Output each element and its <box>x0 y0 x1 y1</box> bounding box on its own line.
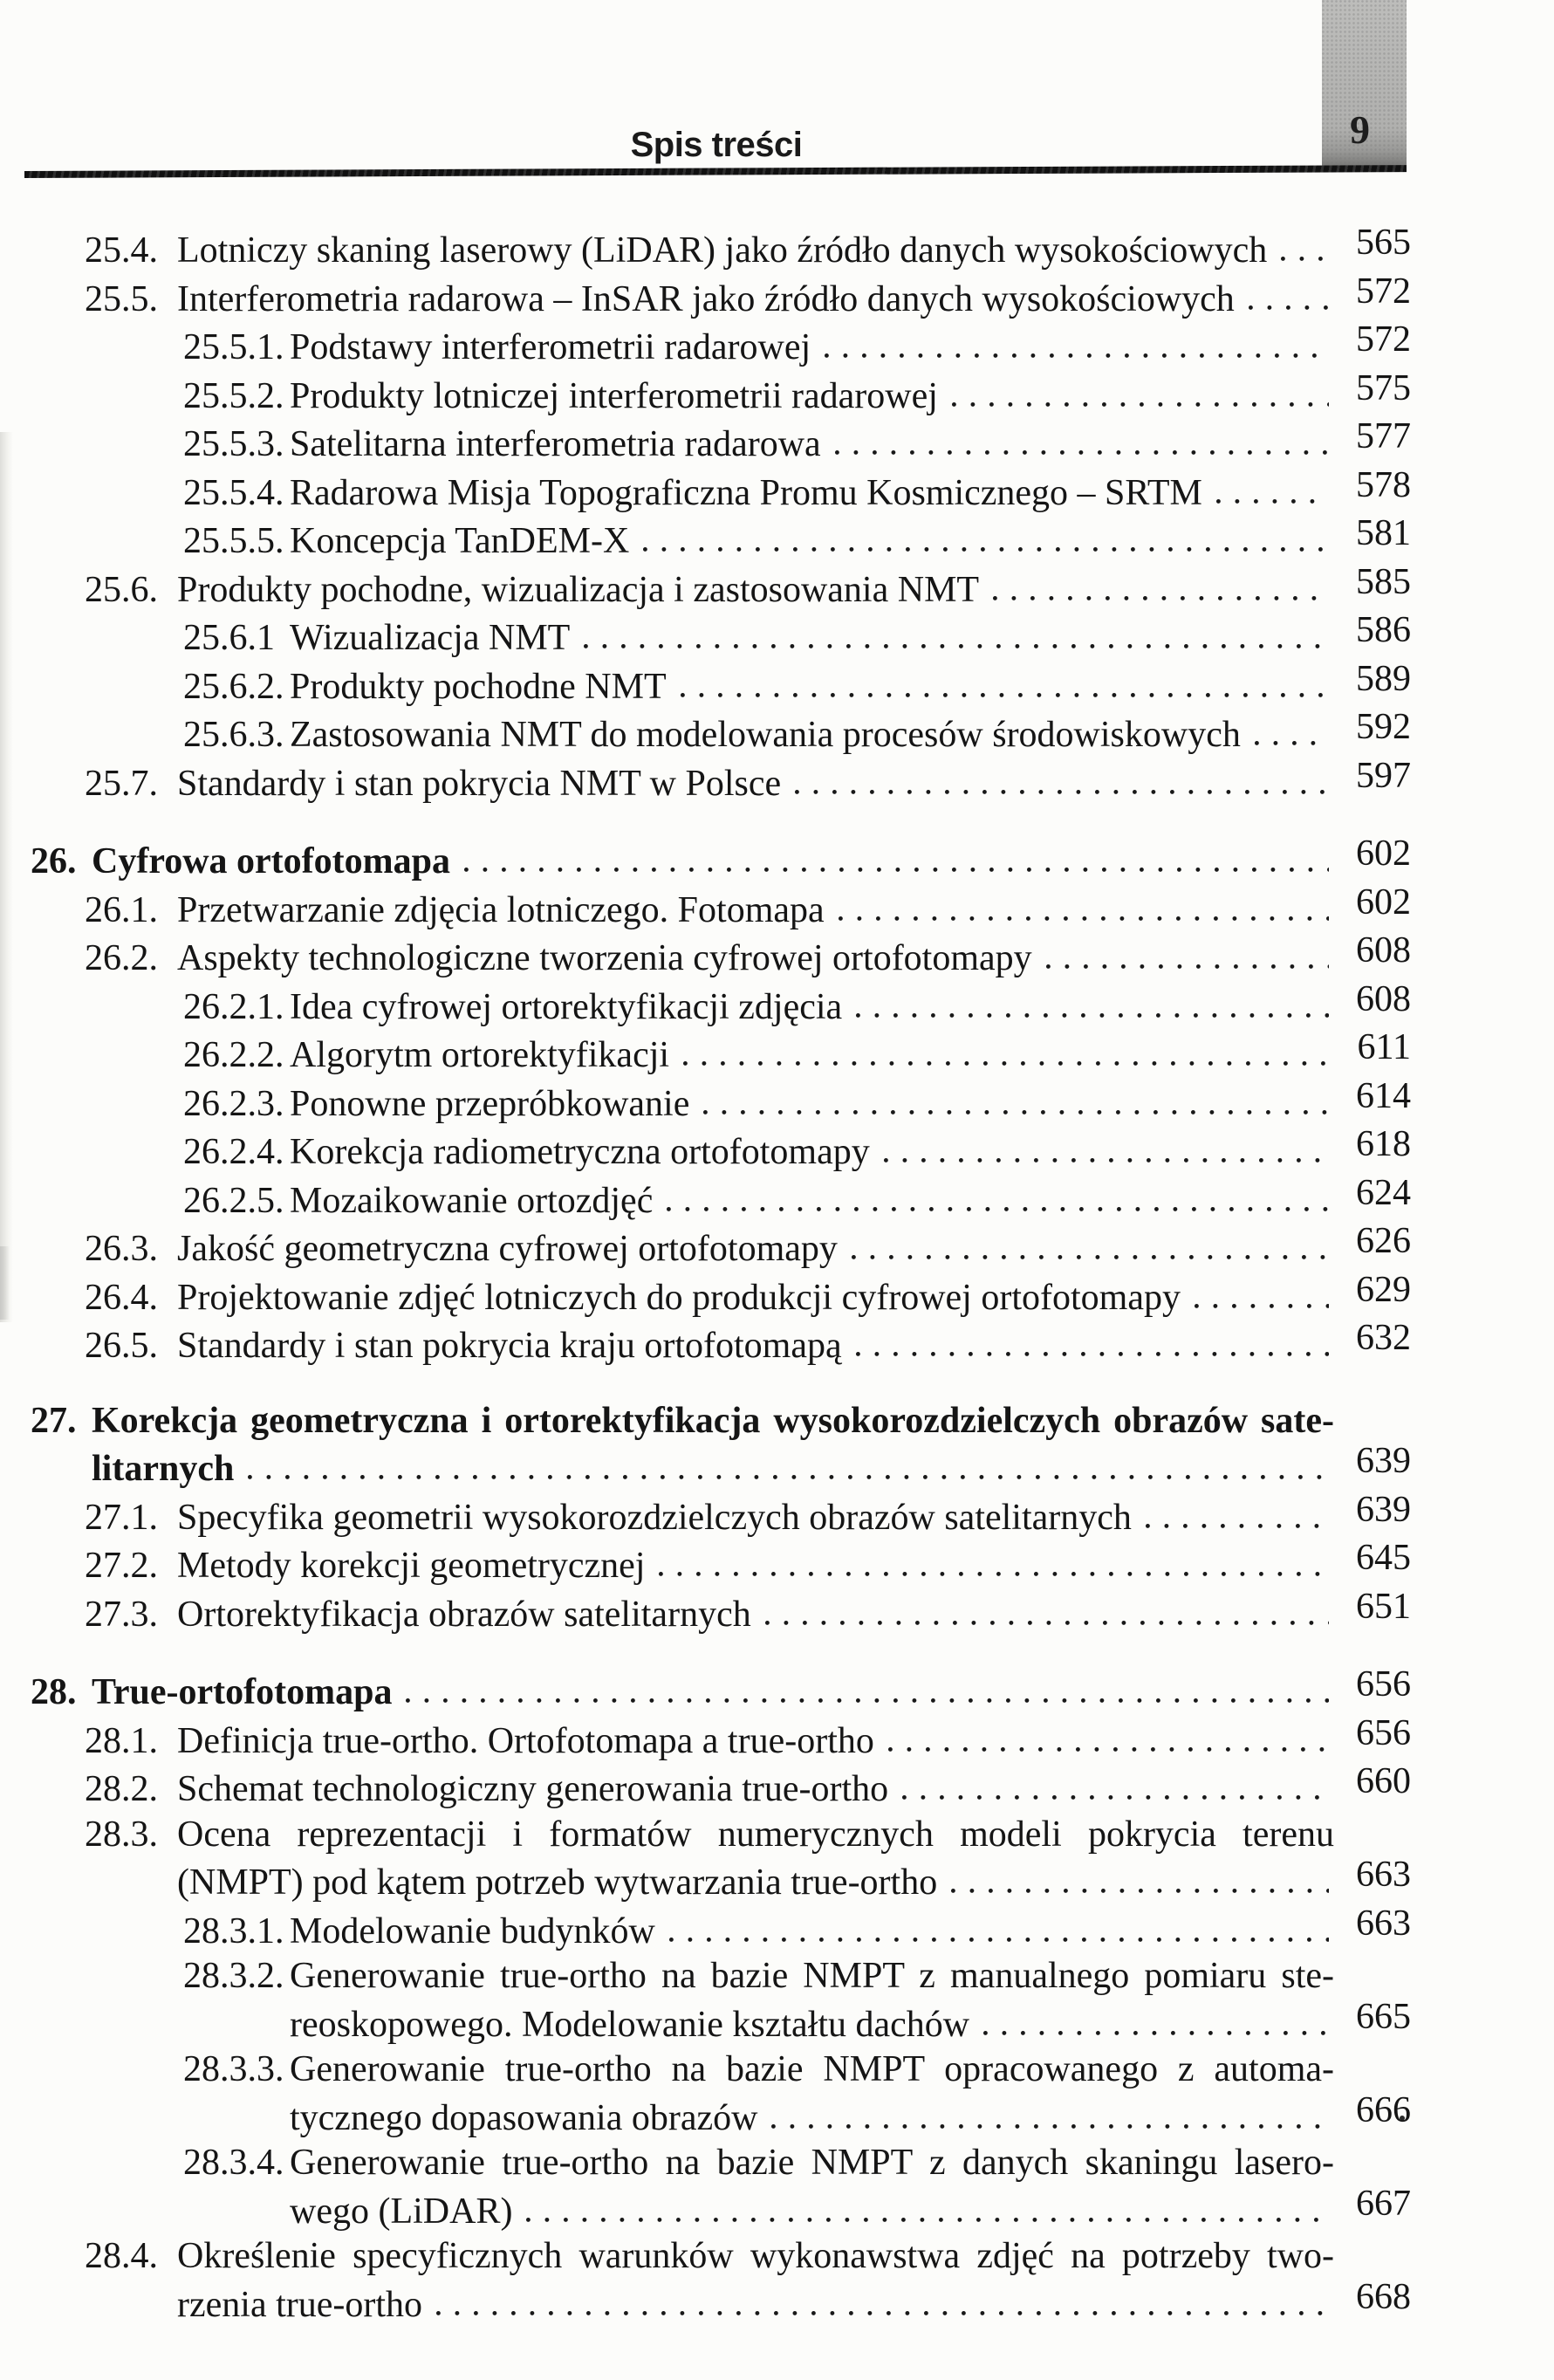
toc-row <box>0 513 1554 565</box>
toc-entry-title: Generowanie true-ortho na bazie NMPT z danych skaningu lasero- <box>290 2143 1334 2183</box>
dot-leader <box>655 1540 1329 1577</box>
toc-row <box>0 1124 1554 1176</box>
toc-row <box>0 1075 1554 1128</box>
dot-leader <box>1043 933 1329 970</box>
dot-leader <box>989 565 1329 601</box>
toc-entry-title: Idea cyfrowej ortorektyfikacji zdjęcia <box>290 986 843 1027</box>
dot-leader <box>791 758 1329 795</box>
toc-row-line1 <box>183 319 1411 371</box>
page-header-title: Spis treści <box>630 126 803 164</box>
toc-entry-title: Standardy i stan pokrycia NMT w Polsce <box>177 763 782 804</box>
toc-entry-page-number: 572 <box>1356 319 1411 360</box>
toc-entry-page-number: 581 <box>1356 513 1411 553</box>
toc-entry-page-number: 626 <box>1356 1221 1411 1261</box>
toc-row <box>0 225 1554 274</box>
toc-row-line1 <box>183 2047 1411 2093</box>
dot-leader <box>880 1127 1329 1163</box>
dot-leader <box>852 1320 1329 1357</box>
toc-row <box>0 755 1554 807</box>
toc-entry-title: Wizualizacja NMT <box>290 618 571 658</box>
dot-leader <box>433 2280 1329 2316</box>
toc-entry-number: 26.4. <box>85 1277 158 1318</box>
toc-entry-title: Korekcja geometryczna i ortorektyfikacja wysokorozdzielczych obrazów sate- <box>92 1400 1334 1441</box>
toc-row <box>0 464 1554 517</box>
toc-entry-title: Definicja true-ortho. Ortofotomapa a true-ortho <box>177 1720 874 1761</box>
toc-row-line1 <box>183 1172 1411 1224</box>
toc-row-line1 <box>85 881 1411 934</box>
dot-leader <box>980 1999 1329 2036</box>
toc-row-line1 <box>183 1027 1411 1079</box>
dot-leader <box>852 982 1329 1019</box>
toc-entry-number: 27.2. <box>85 1546 158 1586</box>
toc-entry-page-number: 577 <box>1356 416 1411 456</box>
toc-row-line1 <box>85 1586 1411 1638</box>
toc-row <box>0 1813 1554 1906</box>
toc-row-line1 <box>183 1903 1411 1955</box>
toc-entry-number: 25.6.2. <box>183 666 284 707</box>
toc-row <box>0 707 1554 758</box>
toc-entry-page-number: 585 <box>1356 561 1411 602</box>
dot-leader <box>680 1030 1329 1067</box>
dot-leader <box>832 419 1329 456</box>
toc-entry-number: 25.5.2. <box>183 375 284 416</box>
toc-entry-number: 25.4. <box>85 230 158 271</box>
toc-entry-number: 26.2.2. <box>183 1035 284 1075</box>
toc-entry-title-continuation: wego (LiDAR) <box>290 2191 513 2232</box>
toc-entry-title: Zastosowania NMT do modelowania procesów środowiskowych <box>290 715 1241 755</box>
toc-row-line1 <box>183 2141 1411 2186</box>
toc-entry-page-number: 578 <box>1356 464 1411 505</box>
toc-row <box>0 1320 1554 1369</box>
toc-row-line1 <box>85 561 1411 614</box>
toc-entry-page-number: 618 <box>1356 1124 1411 1164</box>
toc-row-line1 <box>85 1813 1411 1858</box>
toc-entry-page-number: 589 <box>1356 658 1411 699</box>
toc-entry-title: Ocena reprezentacji i formatów numerycznych modeli pokrycia terenu <box>177 1814 1334 1855</box>
header-rule <box>24 165 1407 178</box>
toc-entry-title: Produkty pochodne, wizualizacja i zastosowania NMT <box>177 569 980 610</box>
toc-entry-page-number: 656 <box>1356 1712 1411 1753</box>
toc-entry-page-number: 629 <box>1356 1269 1411 1310</box>
toc-row-line1 <box>85 225 1411 274</box>
dot-leader <box>948 1857 1329 1894</box>
toc-row <box>0 1540 1554 1589</box>
toc-entry-number: 25.5.1. <box>183 327 284 367</box>
toc-entry-number: 26.3. <box>85 1229 158 1269</box>
toc-entry-page-number: 645 <box>1356 1538 1411 1578</box>
toc-row-line1 <box>85 755 1411 807</box>
toc-row-line1 <box>31 1664 1411 1716</box>
toc-entry-number: 27.1. <box>85 1497 158 1538</box>
toc-row-line1 <box>183 1075 1411 1128</box>
toc-entry-number: 28.3.1. <box>183 1910 284 1951</box>
dot-leader <box>461 836 1329 873</box>
toc-row <box>0 367 1554 420</box>
toc-entry-title: Standardy i stan pokrycia kraju ortofotomapą <box>177 1326 842 1366</box>
toc-row-line2 <box>183 2183 1411 2235</box>
toc-row-line1 <box>183 513 1411 565</box>
page-number: 9 <box>1350 107 1370 152</box>
toc-entry-title: Schemat technologiczny generowania true-ortho <box>177 1769 889 1809</box>
dot-leader <box>948 371 1329 408</box>
toc-row <box>0 1903 1554 1955</box>
toc-entry-page-number: 608 <box>1356 930 1411 971</box>
toc-entry-number: 26. <box>31 841 77 881</box>
toc-entry-number: 28.3.2. <box>183 1956 284 1996</box>
toc-entry-number: 26.2.4. <box>183 1132 284 1172</box>
toc-entry-page-number: 663 <box>1356 1903 1411 1944</box>
toc-row-line1 <box>31 1399 1411 1444</box>
toc-entry-number: 25.6. <box>85 569 158 610</box>
toc-row-line1 <box>85 1320 1411 1369</box>
dot-leader <box>1191 1272 1329 1309</box>
toc-entry-title: Aspekty technologiczne tworzenia cyfrowej ortofotomapy <box>177 938 1032 978</box>
toc-entry-title: Jakość geometryczna cyfrowej ortofotomapy <box>177 1229 838 1269</box>
dot-leader <box>821 322 1329 359</box>
toc-entry-page-number: 639 <box>1356 1441 1411 1481</box>
toc-entry-title: Generowanie true-ortho na bazie NMPT opracowanego z automa- <box>290 2049 1334 2089</box>
toc-entry-number: 28.3. <box>85 1814 158 1855</box>
toc-row-line1 <box>85 1761 1411 1813</box>
dot-leader <box>1142 1492 1329 1529</box>
toc-row-line1 <box>183 416 1411 468</box>
dot-leader <box>1251 710 1329 746</box>
toc-entry-number: 26.2. <box>85 938 158 978</box>
dot-leader <box>899 1764 1329 1800</box>
toc-entry-number: 26.2.1. <box>183 986 284 1027</box>
toc-entry-page-number: 663 <box>1356 1855 1411 1895</box>
toc-entry-title: Ortorektyfikacja obrazów satelitarnych <box>177 1594 751 1635</box>
toc-row <box>0 1761 1554 1813</box>
toc-entry-number: 27.3. <box>85 1594 158 1635</box>
toc-entry-page-number: 614 <box>1356 1075 1411 1116</box>
toc-row <box>0 610 1554 662</box>
toc-entry-page-number: 667 <box>1356 2183 1411 2224</box>
toc-entry-title-continuation: litarnych <box>92 1449 235 1489</box>
toc-entry-title: Koncepcja TanDEM-X <box>290 521 630 561</box>
toc-entry-page-number: 597 <box>1356 755 1411 796</box>
toc-row-line2 <box>183 1996 1411 2048</box>
toc-entry-title: Algorytm ortorektyfikacji <box>290 1035 670 1075</box>
toc-row <box>0 271 1554 323</box>
toc-entry-number: 26.5. <box>85 1326 158 1366</box>
toc-entry-title: Określenie specyficznych warunków wykonawstwa zdjęć na potrzeby two- <box>177 2236 1334 2276</box>
dot-leader <box>580 613 1329 649</box>
toc-entry-page-number: 632 <box>1356 1318 1411 1358</box>
toc-row-line1 <box>31 833 1411 885</box>
dot-leader <box>640 516 1329 552</box>
toc-entry-title: Przetwarzanie zdjęcia lotniczego. Fotomapa <box>177 889 825 930</box>
dot-leader <box>762 1589 1329 1626</box>
toc-row <box>0 1399 1554 1492</box>
toc-row <box>0 319 1554 371</box>
toc-entry-page-number: 639 <box>1356 1489 1411 1530</box>
toc-row-line1 <box>85 1221 1411 1272</box>
toc-row-line1 <box>85 930 1411 982</box>
toc-entry-page-number: 660 <box>1356 1761 1411 1801</box>
toc-row <box>0 2234 1554 2328</box>
dot-leader <box>700 1079 1329 1115</box>
toc-row <box>0 978 1554 1031</box>
toc-entry-number: 25.6.1 <box>183 618 275 658</box>
dot-leader <box>1245 274 1329 311</box>
toc-row <box>0 1712 1554 1765</box>
dot-leader <box>402 1667 1329 1704</box>
toc-entry-number: 28.3.4. <box>183 2143 284 2183</box>
toc-row <box>0 2047 1554 2141</box>
toc-row <box>0 1269 1554 1321</box>
toc-entry-title: Podstawy interferometrii radarowej <box>290 327 811 367</box>
dot-leader <box>663 1176 1329 1212</box>
toc-row <box>0 833 1554 885</box>
toc-row <box>0 1172 1554 1224</box>
toc-row <box>0 416 1554 468</box>
dot-leader <box>523 2186 1329 2223</box>
toc-entry-number: 25.7. <box>85 763 158 804</box>
toc-row <box>0 881 1554 934</box>
toc-entry-title: Generowanie true-ortho na bazie NMPT z manualnego pomiaru ste- <box>290 1956 1334 1996</box>
toc-entry-page-number: 565 <box>1356 223 1411 263</box>
toc-entry-title: Projektowanie zdjęć lotniczych do produkcji cyfrowej ortofotomapy <box>177 1277 1181 1318</box>
toc-entry-title-continuation: tycznego dopasowania obrazów <box>290 2097 758 2138</box>
toc-entry-page-number: 586 <box>1356 610 1411 650</box>
toc-row <box>0 1664 1554 1716</box>
toc-entry-title: Interferometria radarowa – InSAR jako źródło danych wysokościowych <box>177 278 1235 319</box>
page-number-badge <box>1322 0 1407 171</box>
toc-row <box>0 561 1554 614</box>
toc-entry-number: 25.5. <box>85 278 158 319</box>
toc-entry-number: 26.2.5. <box>183 1180 284 1221</box>
toc-entry-title: Mozaikowanie ortozdjęć <box>290 1180 654 1221</box>
toc-entry-number: 28.4. <box>85 2236 158 2276</box>
table-of-contents <box>0 225 1554 2328</box>
dot-leader <box>666 1906 1329 1943</box>
dot-leader <box>835 885 1329 922</box>
toc-row-line1 <box>183 464 1411 517</box>
toc-entry-title: Radarowa Misja Topograficzna Promu Kosmicznego – SRTM <box>290 472 1202 513</box>
toc-entry-number: 28. <box>31 1672 77 1712</box>
toc-entry-page-number: 602 <box>1356 833 1411 874</box>
toc-row-line2 <box>85 2276 1411 2329</box>
toc-entry-page-number: 665 <box>1356 1996 1411 2037</box>
toc-row <box>0 1027 1554 1079</box>
toc-row-line2 <box>85 1857 1411 1906</box>
toc-entry-number: 25.6.3. <box>183 715 284 755</box>
toc-row-line1 <box>85 271 1411 323</box>
dot-leader <box>848 1224 1329 1260</box>
toc-row <box>0 1954 1554 2047</box>
toc-entry-number: 28.2. <box>85 1769 158 1809</box>
dot-leader <box>1277 225 1329 262</box>
dot-leader <box>1213 468 1329 504</box>
toc-entry-page-number: 624 <box>1356 1172 1411 1213</box>
toc-row <box>0 658 1554 710</box>
toc-entry-title: True-ortofotomapa <box>92 1672 393 1712</box>
toc-entry-title: Produkty pochodne NMT <box>290 666 667 707</box>
toc-entry-number: 25.5.3. <box>183 424 284 464</box>
toc-entry-title: Cyfrowa ortofotomapa <box>92 841 450 881</box>
toc-entry-title: Korekcja radiometryczna ortofotomapy <box>290 1132 870 1172</box>
toc-entry-title-continuation: reoskopowego. Modelowanie kształtu dachów <box>290 2004 970 2045</box>
toc-row-line2 <box>183 2089 1411 2142</box>
toc-row-line1 <box>85 1712 1411 1765</box>
toc-entry-title: Lotniczy skaning laserowy (LiDAR) jako źródło danych wysokościowych <box>177 230 1268 271</box>
toc-row-line1 <box>183 610 1411 662</box>
toc-entry-page-number: 608 <box>1356 978 1411 1019</box>
toc-row-line1 <box>85 2234 1411 2280</box>
toc-row-line2 <box>31 1441 1411 1492</box>
toc-entry-page-number: 666 <box>1356 2089 1411 2130</box>
toc-entry-title: Ponowne przepróbkowanie <box>290 1083 690 1124</box>
toc-entry-title: Metody korekcji geometrycznej <box>177 1546 646 1586</box>
toc-row-line1 <box>85 1540 1411 1589</box>
toc-entry-page-number: 656 <box>1356 1664 1411 1704</box>
dot-leader <box>885 1716 1329 1752</box>
toc-entry-number: 26.1. <box>85 889 158 930</box>
toc-row-line1 <box>85 1269 1411 1321</box>
toc-entry-title-continuation: rzenia true-ortho <box>177 2284 423 2325</box>
toc-entry-number: 25.5.5. <box>183 521 284 561</box>
toc-entry-page-number: 651 <box>1356 1586 1411 1627</box>
toc-entry-title: Satelitarna interferometria radarowa <box>290 424 821 464</box>
toc-entry-title-continuation: (NMPT) pod kątem potrzeb wytwarzania true-ortho <box>177 1862 938 1903</box>
dot-leader <box>768 2093 1329 2130</box>
toc-entry-page-number: 572 <box>1356 271 1411 312</box>
toc-row-line1 <box>183 978 1411 1031</box>
toc-entry-number: 27. <box>31 1400 77 1441</box>
toc-entry-number: 26.2.3. <box>183 1083 284 1124</box>
toc-row <box>0 2141 1554 2234</box>
toc-row-line1 <box>183 658 1411 710</box>
toc-row-line1 <box>183 1954 1411 1999</box>
toc-row-line1 <box>183 1124 1411 1176</box>
toc-entry-number: 28.3.3. <box>183 2049 284 2089</box>
toc-row-line1 <box>183 367 1411 420</box>
toc-row-line1 <box>183 707 1411 758</box>
toc-row-line1 <box>85 1489 1411 1541</box>
toc-row <box>0 930 1554 982</box>
toc-entry-title: Modelowanie budynków <box>290 1910 655 1951</box>
toc-entry-page-number: 575 <box>1356 367 1411 408</box>
toc-row <box>0 1586 1554 1638</box>
dot-leader <box>244 1444 1329 1480</box>
toc-entry-page-number: 592 <box>1356 707 1411 747</box>
toc-entry-page-number: 602 <box>1356 881 1411 923</box>
toc-entry-title: Produkty lotniczej interferometrii radarowej <box>290 375 938 416</box>
toc-entry-number: 25.5.4. <box>183 472 284 513</box>
toc-row <box>0 1489 1554 1541</box>
toc-entry-title: Specyfika geometrii wysokorozdzielczych obrazów satelitarnych <box>177 1497 1132 1538</box>
toc-entry-page-number: 611 <box>1357 1027 1411 1067</box>
toc-entry-number: 28.1. <box>85 1720 158 1761</box>
toc-entry-page-number: 668 <box>1356 2276 1411 2317</box>
dot-leader <box>677 662 1329 698</box>
toc-row <box>0 1221 1554 1272</box>
